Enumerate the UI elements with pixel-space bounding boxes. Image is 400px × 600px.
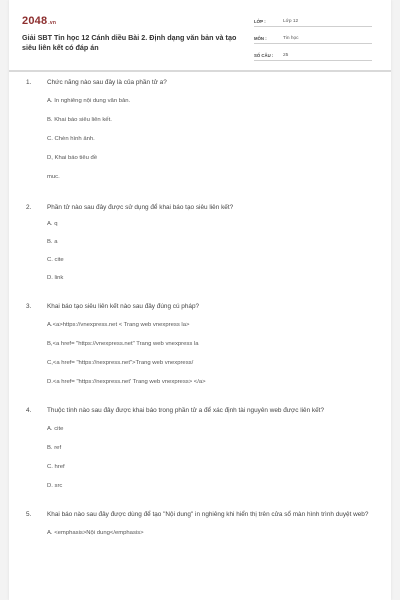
meta-count-value: 25 [283, 53, 289, 58]
site-logo[interactable]: 2048.vn [22, 15, 57, 27]
option-a[interactable]: A. In nghiêng nội dung văn bản. [47, 98, 131, 104]
question-number: 5. [26, 511, 32, 518]
question-number: 4. [26, 407, 32, 414]
option-b[interactable]: B. Khai báo siêu liên kết. [47, 117, 112, 123]
document-header [9, 0, 391, 70]
question-text: Khai báo tạo siêu liên kết nào sau đây đúng cú pháp? [47, 303, 200, 310]
option-a[interactable]: A. cite [47, 426, 64, 432]
option-c[interactable]: C. href [47, 464, 65, 470]
option-b[interactable]: B. ref [47, 445, 62, 451]
option-c[interactable]: C. Chèn hình ảnh. [47, 136, 95, 142]
question-text: Khai báo nào sau đây được dùng để tạo "Nội dung" in nghiêng khi hiển thị trên cửa sổ màn hình trình duyệt web? [47, 511, 369, 518]
meta-subject-value: Tin học [283, 36, 299, 41]
question-2 [9, 202, 391, 283]
question-list [9, 72, 391, 538]
meta-count-row [254, 48, 372, 61]
option-b[interactable]: B,<a href= "https://vnexpress.net" Trang web vnexpress la [47, 341, 199, 347]
option-a[interactable]: A.<a>https://vnexpress.net < Trang web vnexpress la> [47, 322, 190, 328]
option-c[interactable]: C. cite [47, 257, 64, 263]
question-text: Chức năng nào sau đây là của phần tử a? [47, 79, 167, 86]
question-text: Phần tử nào sau đây được sử dụng để khai báo tạo siêu liên kết? [47, 204, 234, 211]
option-b[interactable]: B. a [47, 239, 58, 245]
question-number: 2. [26, 204, 32, 211]
document-page [9, 0, 391, 600]
meta-class-row [254, 14, 372, 27]
option-d[interactable]: D. link [47, 275, 64, 281]
option-c[interactable]: C,<a href= "https://nexpress.net">Trang web vnexpress/ [47, 360, 194, 366]
meta-subject-label: MÔN : [254, 36, 267, 41]
option-a[interactable]: A. <emphasis>Nội dung</emphasis> [47, 530, 144, 536]
option-d[interactable]: D, Khai báo tiêu đề [47, 155, 98, 161]
document-title: Giải SBT Tin học 12 Cánh diều Bài 2. Định dạng văn bản và tạo siêu liên kết có đáp án [22, 33, 237, 52]
meta-subject-row [254, 31, 372, 44]
question-4 [9, 405, 391, 491]
question-number: 1. [26, 79, 32, 86]
option-d-continued: muc. [47, 174, 60, 180]
option-d[interactable]: D. src [47, 483, 63, 489]
document-meta [254, 14, 372, 65]
meta-class-value: Lớp 12 [283, 19, 299, 24]
question-text: Thuộc tính nào sau đây được khai báo trong phần tử a để xác định tài nguyên web được liên kết? [47, 407, 325, 414]
question-1 [9, 77, 391, 182]
question-3 [9, 301, 391, 387]
meta-class-label: LỚP : [254, 19, 266, 24]
option-a[interactable]: A. q [47, 221, 58, 227]
meta-count-label: SỐ CÂU : [254, 53, 274, 58]
question-number: 3. [26, 303, 32, 310]
option-d[interactable]: D.<a href= "https://nexpress.net' Trang web vnexpress> </a> [47, 379, 206, 385]
question-5 [9, 509, 391, 538]
